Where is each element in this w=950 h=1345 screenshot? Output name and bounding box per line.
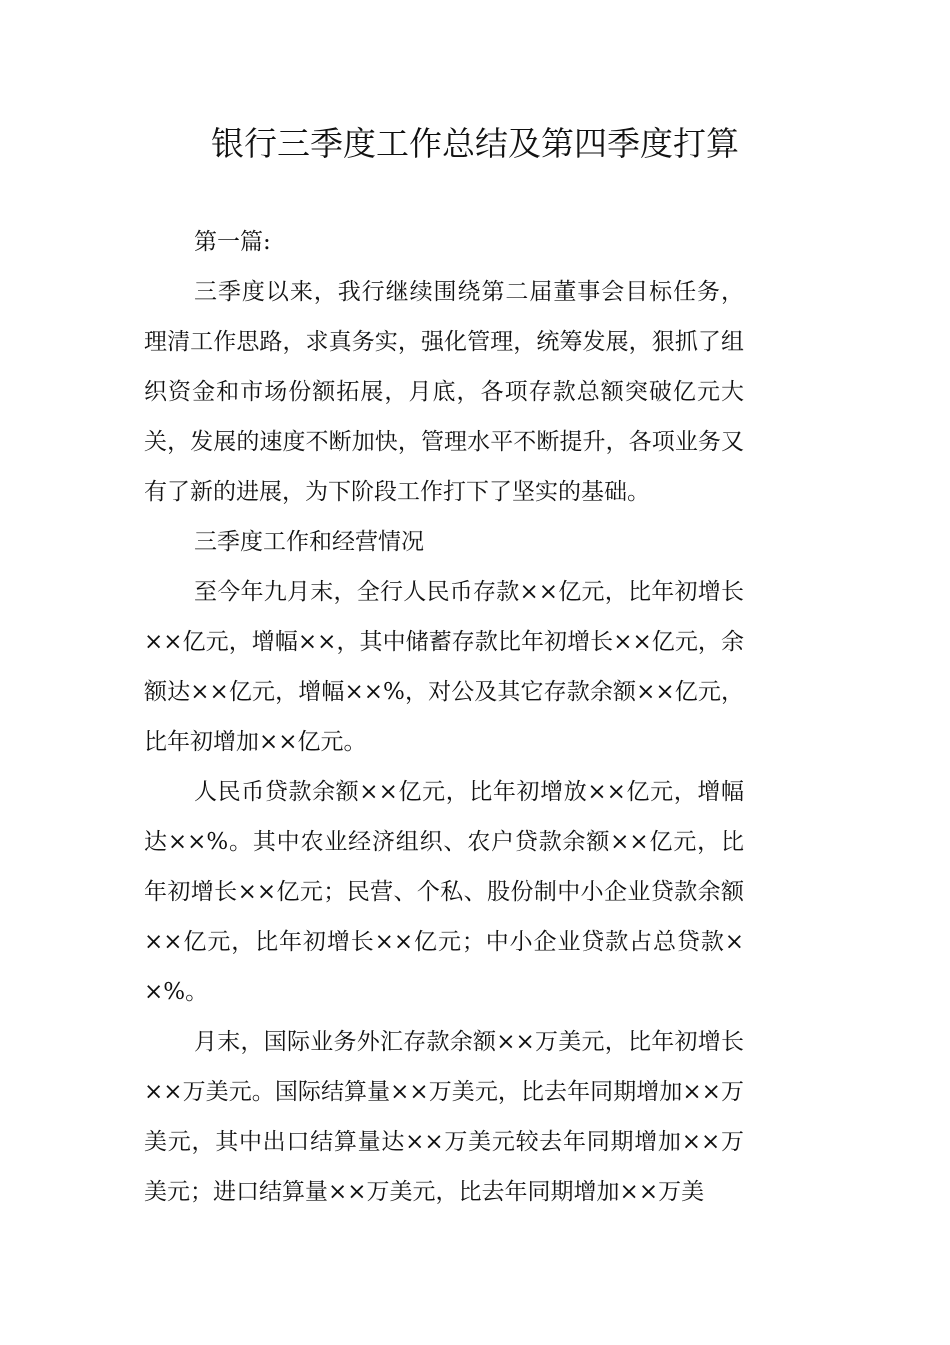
section-heading-q3-operations: 三季度工作和经营情况 xyxy=(194,529,424,555)
paragraph-loans: 人民币贷款余额××亿元，比年初增放××亿元，增幅达××%。其中农业经济组织、农户贷款余额××亿元，比年初增长××亿元；民营、个私、股份制中小企业贷款余额××亿元，比年初增长××亿元；中小企业贷款占总贷款××%。 xyxy=(144,779,744,1005)
document-title: 银行三季度工作总结及第四季度打算 xyxy=(211,124,739,163)
document-body xyxy=(144,217,744,1217)
paragraph-deposits: 至今年九月末，全行人民币存款××亿元，比年初增长××亿元，增幅××，其中储蓄存款比年初增长××亿元，余额达××亿元，增幅××%，对公及其它存款余额××亿元，比年初增加××亿元。 xyxy=(144,579,744,755)
section-heading-part-one: 第一篇: xyxy=(194,229,271,255)
paragraph-intro: 三季度以来，我行继续围绕第二届董事会目标任务，理清工作思路，求真务实，强化管理，统筹发展，狠抓了组织资金和市场份额拓展，月底，各项存款总额突破亿元大关，发展的速度不断加快，管理水平不断提升，各项业务又有了新的进展，为下阶段工作打下了坚实的基础。 xyxy=(144,279,744,505)
paragraph-international-business: 月末，国际业务外汇存款余额××万美元，比年初增长××万美元。国际结算量××万美元，比去年同期增加××万美元，其中出口结算量达××万美元较去年同期增加××万美元；进口结算量××万美元，比去年同期增加××万美 xyxy=(144,1029,744,1205)
